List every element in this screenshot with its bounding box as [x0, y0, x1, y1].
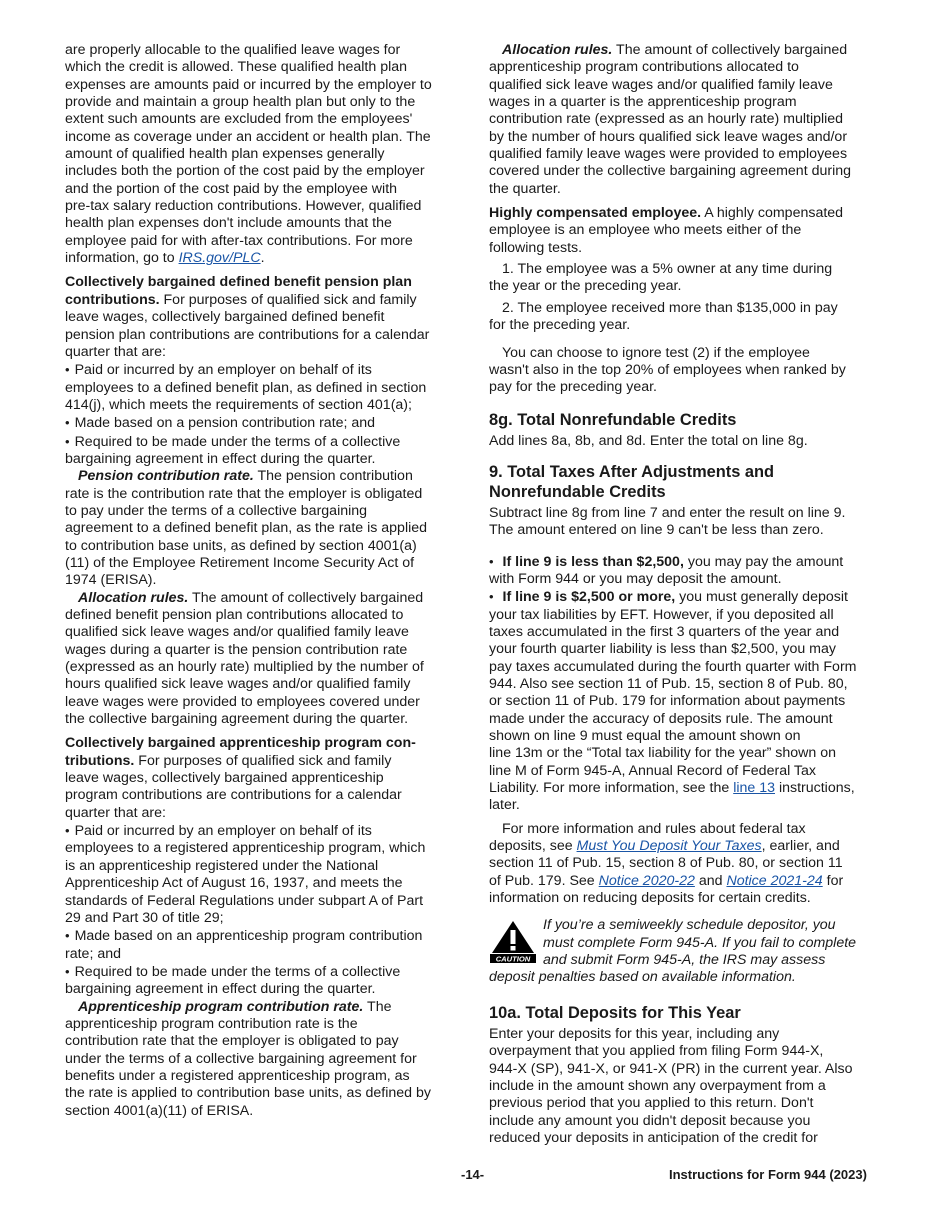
list-item: • Required to be made under the terms of a collective bargaining agreement in effect during the quarter. [65, 963, 462, 999]
health-plan-paragraph: are properly allocable to the qualified leave wages for which the credit is allowed. These qualified health plan expenses are amounts paid or incurred by the employer to provide and maintain a group health plan but only to the extent such amounts are excluded from the employees' income as coverage under an accident or health plan. The amount of qualified health plan expenses generally includes both the portion of the cost paid by the employer and the portion of the cost paid by the employee with pre-tax salary reduction contributions. However, qualified health plan expenses don't include amounts that the employee paid for with after-tax contributions. For more information, go to IRS.gov/PLC. [65, 42, 432, 267]
list-item: • If line 9 is $2,500 or more, you must generally deposit your tax liabilities by EFT. However, if you deposited all taxes accumulated in the first 3 quarters of the year and your fourth quarter liability is less than $2,500, you may pay taxes accumulated during the fourth quarter with Form 944. Also see section 11 of Pub. 15, section 8 of Pub. 80, or section 11 of Pub. 179 for information about payments made under the accuracy of deposits rule. The amount shown on line 9 must equal the amount shown on line 13m or the “Total tax liability for the year” shown on line M of Form 945-A, Annual Record of Federal Tax Liability. For more information, see the line 13 instructions, later. [489, 588, 888, 814]
cba-paragraph: Collectively bargained apprenticeship program con- tributions. For purposes of qualified sick and family leave wages, collectively bargained apprenticeship program contributions are contributions for a calendar quarter that are: [65, 735, 416, 821]
list-item: • Paid or incurred by an employer on behalf of its employees to a registered apprenticeship program, which is an apprenticeship registered under the National Apprenticeship Act of August 16, 1937, and meets the standards of Federal Regulations under subpart A of Part 29 and Part 30 of title 29; [65, 822, 462, 927]
ignore-test-paragraph: You can choose to ignore test (2) if the employee wasn't also in the top 20% of employees when ranked by pay for the preceding year. [489, 344, 846, 396]
list-item: 2. The employee received more than $135,000 in pay for the preceding year. [489, 299, 838, 334]
irs-plc-link[interactable]: IRS.gov/PLC [178, 250, 261, 267]
caution-note: CAUTION If you’re a semiweekly schedule depositor, you must complete Form 945-A. If you fail to complete and submit Form 945-A, the IRS may assess deposit penalties based on available information. [489, 917, 857, 986]
left-column [65, 42, 462, 1120]
pension-rate-heading: Pension contribution rate. [78, 468, 254, 485]
allocation-rules-heading: Allocation rules. [78, 589, 189, 606]
list-item: • Paid or incurred by an employer on behalf of its employees to a defined benefit plan, as defined in section 414(j), which meets the requirements of section 401(a); [65, 361, 462, 414]
allocation-rules-apprenticeship-paragraph: Allocation rules. The amount of collectively bargained apprenticeship program contributions allocated to qualified sick leave wages and/or qualified family leave wages in a quarter is the apprenticeship program contribution rate (expressed as an hourly rate) multiplied by the number of hours qualified sick leave wages and/or qualified family leave wages were provided to employees covered under the collective bargaining agreement during the quarter. [489, 42, 852, 197]
list-item: • If line 9 is less than $2,500, you may pay the amount with Form 944 or you may deposit the amount. [489, 553, 888, 589]
section-8g-text: Add lines 8a, 8b, and 8d. Enter the total on line 8g. [489, 432, 808, 449]
section-10a-text: Enter your deposits for this year, including any overpayment that you applied from filing Form 944-X, 944-X (SP), 941-X, or 941-X (PR) in the current year. Also include in the amount shown any overpayment from a previous period that you applied to this return. Don't include any amount you didn't deposit because you reduced your deposits in anticipation of the credit for [489, 1025, 853, 1146]
more-info-paragraph: For more information and rules about federal tax deposits, see Must You Deposit Your Taxes, earlier, and section 11 of Pub. 15, section 8 of Pub. 80, or section 11 of Pub. 179. See Notice 2020-22 and Notice 2021-24 for information on reducing deposits for certain credits. [489, 820, 844, 907]
list-item: • Required to be made under the terms of a collective bargaining agreement in effect during the quarter. [65, 433, 462, 469]
hce-heading: Highly compensated employee. [489, 205, 702, 222]
section-9-heading: 9. Total Taxes After Adjustments and Nonrefundable Credits [489, 462, 775, 501]
cbd-pension-paragraph: Collectively bargained defined benefit pension plan contributions. For purposes of qualified sick and family leave wages, collectively bargained defined benefit pension plan contributions are contributions for a calendar quarter that are: [65, 274, 430, 360]
section-8g-heading: 8g. Total Nonrefundable Credits [489, 410, 737, 429]
list-item: • Made based on a pension contribution rate; and [65, 414, 462, 432]
document-title: Instructions for Form 944 (2023) [669, 1167, 867, 1182]
cbd-pension-heading: Collectively bargained defined benefit pension plan [65, 274, 412, 291]
apprenticeship-rate-heading: Apprenticeship program contribution rate. [78, 998, 364, 1015]
apprenticeship-rate-paragraph: Apprenticeship program contribution rate. The apprenticeship program contribution rate is the contribution rate that the employer is obligated to pay under the terms of a collective bargaining agreement for benefits under a registered apprenticeship program, as the rate is applied to contribution base units, as defined by section 4001(a)(11) of ERISA. [65, 998, 431, 1119]
must-you-deposit-link[interactable]: Must You Deposit Your Taxes [576, 838, 762, 855]
cba-heading: Collectively bargained apprenticeship program con- [65, 735, 416, 752]
line-13-link[interactable]: line 13 [733, 780, 775, 797]
caution-label: CAUTION [495, 954, 531, 964]
list-item: • Made based on an apprenticeship program contribution rate; and [65, 927, 462, 963]
right-column [489, 42, 888, 1147]
page-number: -14- [461, 1167, 485, 1182]
section-9-text: Subtract line 8g from line 7 and enter the result on line 9. The amount entered on line 9 can't be less than zero. [489, 504, 846, 539]
section-10a-heading: 10a. Total Deposits for This Year [489, 1003, 741, 1022]
notice-2020-22-link[interactable]: Notice 2020-22 [598, 872, 695, 889]
hce-paragraph: Highly compensated employee. A highly compensated employee is an employee who meets either of the following tests. [489, 205, 844, 256]
allocation-rules-paragraph: Allocation rules. The amount of collectively bargained defined benefit pension plan contributions allocated to qualified sick leave wages and/or qualified family leave wages during a quarter is the pension contribution rate (expressed as an hourly rate) multiplied by the number of hours qualified sick leave wages and/or qualified family leave wages were provided to employees covered under the collective bargaining agreement during the quarter. [65, 589, 424, 728]
allocation-rules-heading: Allocation rules. [502, 42, 613, 58]
list-item: 1. The employee was a 5% owner at any time during the year or the preceding year. [489, 261, 833, 295]
notice-2021-24-link[interactable]: Notice 2021-24 [726, 872, 823, 889]
caution-icon [489, 919, 537, 963]
pension-rate-paragraph: Pension contribution rate. The pension contribution rate is the contribution rate that the employer is obligated to pay under the terms of a collective bargaining agreement to a defined benefit plan, as the rate is applied to contribution base units, as defined by section 4001(a) (11) of the Employee Retirement Income Security Act of 1974 (ERISA). [65, 468, 428, 589]
